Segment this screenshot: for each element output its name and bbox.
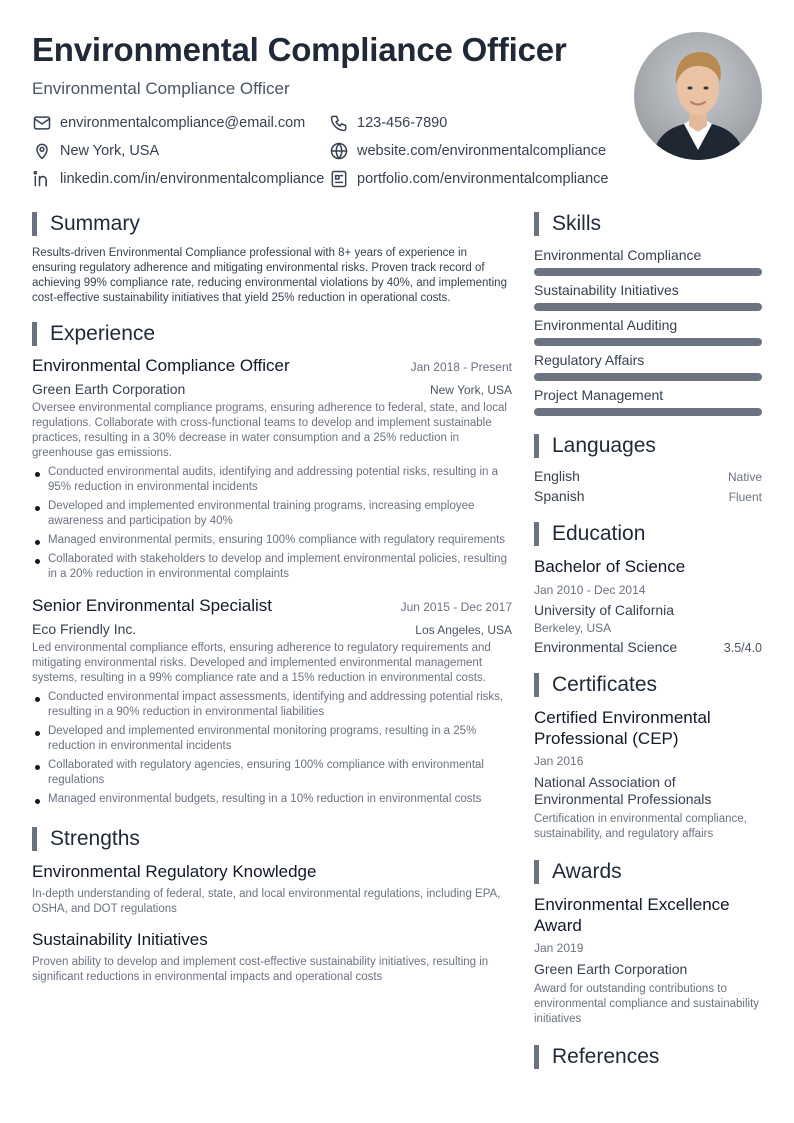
job-bullets xyxy=(32,465,512,582)
skill-bar xyxy=(534,303,762,311)
certificate-date: Jan 2016 xyxy=(534,754,584,768)
profile-photo xyxy=(634,32,762,160)
certificate-title: Certified Environmental Professional (CEP) xyxy=(534,708,711,748)
company-name: Eco Friendly Inc. xyxy=(32,621,137,637)
strength-title: Sustainability Initiatives xyxy=(32,930,208,949)
sidebar-column xyxy=(534,210,762,1087)
main-column xyxy=(32,210,512,997)
section-accent-bar xyxy=(534,522,539,546)
references-heading-text: References xyxy=(552,1045,660,1068)
education-gpa: 3.5/4.0 xyxy=(723,641,762,655)
job-title: Senior Environmental Specialist xyxy=(32,596,273,615)
summary-text: Results-driven Environmental Compliance professional with 8+ years of experience in ensuring regulatory adherence and mitigating environmental risks. Proven track record of achieving 99% compliance rate, reducing environmental violations by 40%, and implementing cost-effective sustainability initiatives that yield 25% reduction in operational costs. xyxy=(32,247,507,304)
education-section xyxy=(534,520,762,655)
references-section xyxy=(534,1043,762,1071)
job-title: Environmental Compliance Officer xyxy=(32,356,290,375)
job-location: Los Angeles, USA xyxy=(415,623,512,637)
contact-website-text: website.com/environmentalcompliance xyxy=(357,143,607,159)
contact-phone[interactable] xyxy=(329,112,447,134)
language-level: Native xyxy=(727,470,762,484)
language-level: Fluent xyxy=(728,490,762,504)
mail-icon xyxy=(32,113,52,133)
skill-bar xyxy=(534,268,762,276)
section-accent-bar xyxy=(534,860,539,884)
experience-entry xyxy=(32,596,512,807)
language-item xyxy=(534,468,762,484)
contact-portfolio[interactable] xyxy=(329,168,608,190)
certificate-issuer: National Association of Environmental Professionals xyxy=(534,774,712,807)
job-bullet: Managed environmental budgets, resulting in a 10% reduction in environmental costs xyxy=(32,792,512,807)
section-accent-bar xyxy=(534,673,539,697)
phone-icon xyxy=(329,113,349,133)
awards-section xyxy=(534,858,762,1027)
job-location: New York, USA xyxy=(429,383,512,397)
resume-header xyxy=(32,30,632,100)
awards-heading xyxy=(534,858,762,886)
certificates-section xyxy=(534,671,762,842)
map-pin-icon xyxy=(32,141,52,161)
strengths-heading xyxy=(32,825,512,853)
languages-heading xyxy=(534,432,762,460)
education-field: Environmental Science xyxy=(534,639,678,655)
job-bullet: Conducted environmental impact assessments, identifying and addressing potential risks, resulting in a 90% reduction in environmental liabilities xyxy=(32,690,512,720)
award-issuer: Green Earth Corporation xyxy=(534,961,688,977)
job-bullet: Collaborated with regulatory agencies, ensuring 100% compliance with environmental regulations xyxy=(32,758,512,788)
language-name: English xyxy=(534,468,580,484)
education-heading xyxy=(534,520,762,548)
education-heading-text: Education xyxy=(552,522,646,545)
candidate-role: Environmental Compliance Officer xyxy=(32,79,290,98)
summary-heading xyxy=(32,210,512,238)
job-dates: Jan 2018 - Present xyxy=(410,360,512,374)
experience-heading-text: Experience xyxy=(50,322,156,345)
section-accent-bar xyxy=(534,212,539,236)
contact-linkedin[interactable] xyxy=(32,168,332,190)
education-degree: Bachelor of Science xyxy=(534,557,686,576)
skill-item xyxy=(534,386,762,416)
skill-name: Environmental Auditing xyxy=(534,317,678,333)
skill-bar xyxy=(534,408,762,416)
linkedin-icon xyxy=(32,169,52,189)
award-date: Jan 2019 xyxy=(534,941,584,955)
section-accent-bar xyxy=(534,434,539,458)
language-item xyxy=(534,488,762,504)
globe-icon xyxy=(329,141,349,161)
contact-portfolio-text: portfolio.com/environmentalcompliance xyxy=(357,171,609,187)
contact-email-text: environmentalcompliance@email.com xyxy=(60,115,306,131)
skill-bar xyxy=(534,338,762,346)
contact-phone-text: 123-456-7890 xyxy=(357,115,448,131)
skill-item xyxy=(534,316,762,346)
education-dates: Jan 2010 - Dec 2014 xyxy=(534,583,646,597)
job-bullet: Developed and implemented environmental training programs, increasing employee awareness and participation by 40% xyxy=(32,499,512,529)
section-accent-bar xyxy=(32,212,37,236)
strength-title: Environmental Regulatory Knowledge xyxy=(32,862,317,881)
language-name: Spanish xyxy=(534,488,585,504)
job-bullet: Developed and implemented environmental monitoring programs, resulting in a 25% reduction in environmental incidents xyxy=(32,724,512,754)
awards-heading-text: Awards xyxy=(552,860,622,883)
languages-section xyxy=(534,432,762,504)
certificate-description: Certification in environmental compliance, sustainability, and regulatory affairs xyxy=(534,813,747,840)
contact-email[interactable] xyxy=(32,112,305,134)
references-heading xyxy=(534,1043,762,1071)
skills-heading xyxy=(534,210,762,238)
portfolio-icon xyxy=(329,169,349,189)
skill-name: Project Management xyxy=(534,387,664,403)
languages-heading-text: Languages xyxy=(552,434,656,457)
strength-entry xyxy=(32,929,512,985)
contact-location-text: New York, USA xyxy=(60,143,160,159)
strength-description: In-depth understanding of federal, state, and local environmental regulations, including EPA, OSHA, and DOT regulations xyxy=(32,888,501,915)
job-bullets xyxy=(32,690,512,807)
job-bullet: Conducted environmental audits, identifying and addressing potential risks, resulting in a 95% reduction in environmental incidents xyxy=(32,465,512,495)
certificates-heading xyxy=(534,671,762,699)
skills-section xyxy=(534,210,762,416)
contact-website[interactable] xyxy=(329,140,606,162)
job-dates: Jun 2015 - Dec 2017 xyxy=(400,600,512,614)
skill-name: Regulatory Affairs xyxy=(534,352,645,368)
education-school: University of California xyxy=(534,602,675,618)
experience-entry xyxy=(32,356,512,582)
award-title: Environmental Excellence Award xyxy=(534,895,730,935)
contact-linkedin-text: linkedin.com/in/environmentalcompliance xyxy=(60,171,325,187)
skill-bar xyxy=(534,373,762,381)
skill-item xyxy=(534,281,762,311)
experience-heading xyxy=(32,320,512,348)
candidate-name: Environmental Compliance Officer xyxy=(32,31,567,68)
section-accent-bar xyxy=(534,1045,539,1069)
skills-heading-text: Skills xyxy=(552,212,602,235)
skill-name: Sustainability Initiatives xyxy=(534,282,679,298)
skill-item xyxy=(534,351,762,381)
job-bullet: Managed environmental permits, ensuring 100% compliance with regulatory requirements xyxy=(32,533,512,548)
company-name: Green Earth Corporation xyxy=(32,381,186,397)
section-accent-bar xyxy=(32,322,37,346)
job-description: Oversee environmental compliance programs, ensuring adherence to federal, state, and local regulations. Collaborate with cross-functional teams to develop and implement sustainable practices, resulting in a 30% decrease in water consumption and a 25% reduction in greenhouse gas emissions. xyxy=(32,402,507,459)
education-location: Berkeley, USA xyxy=(534,621,612,635)
skill-name: Environmental Compliance xyxy=(534,247,702,263)
section-accent-bar xyxy=(32,827,37,851)
job-bullet: Collaborated with stakeholders to develop and implement environmental policies, resulting in a 20% reduction in environmental complaints xyxy=(32,552,512,582)
strengths-heading-text: Strengths xyxy=(50,827,140,850)
skill-item xyxy=(534,246,762,276)
strength-description: Proven ability to develop and implement cost-effective sustainability initiatives, resulting in significant reductions in environmental impacts and operational costs xyxy=(32,956,489,983)
award-description: Award for outstanding contributions to environmental compliance and sustainability initiatives xyxy=(534,983,760,1025)
contact-location xyxy=(32,140,159,162)
summary-heading-text: Summary xyxy=(50,212,140,235)
job-description: Led environmental compliance efforts, ensuring adherence to regulatory requirements and mitigating environmental risks. Developed and implemented environmental management systems, resulting in a 99% compliance rate and a 15% reduction in environmental costs. xyxy=(32,642,491,684)
certificates-heading-text: Certificates xyxy=(552,673,658,696)
strength-entry xyxy=(32,861,512,917)
